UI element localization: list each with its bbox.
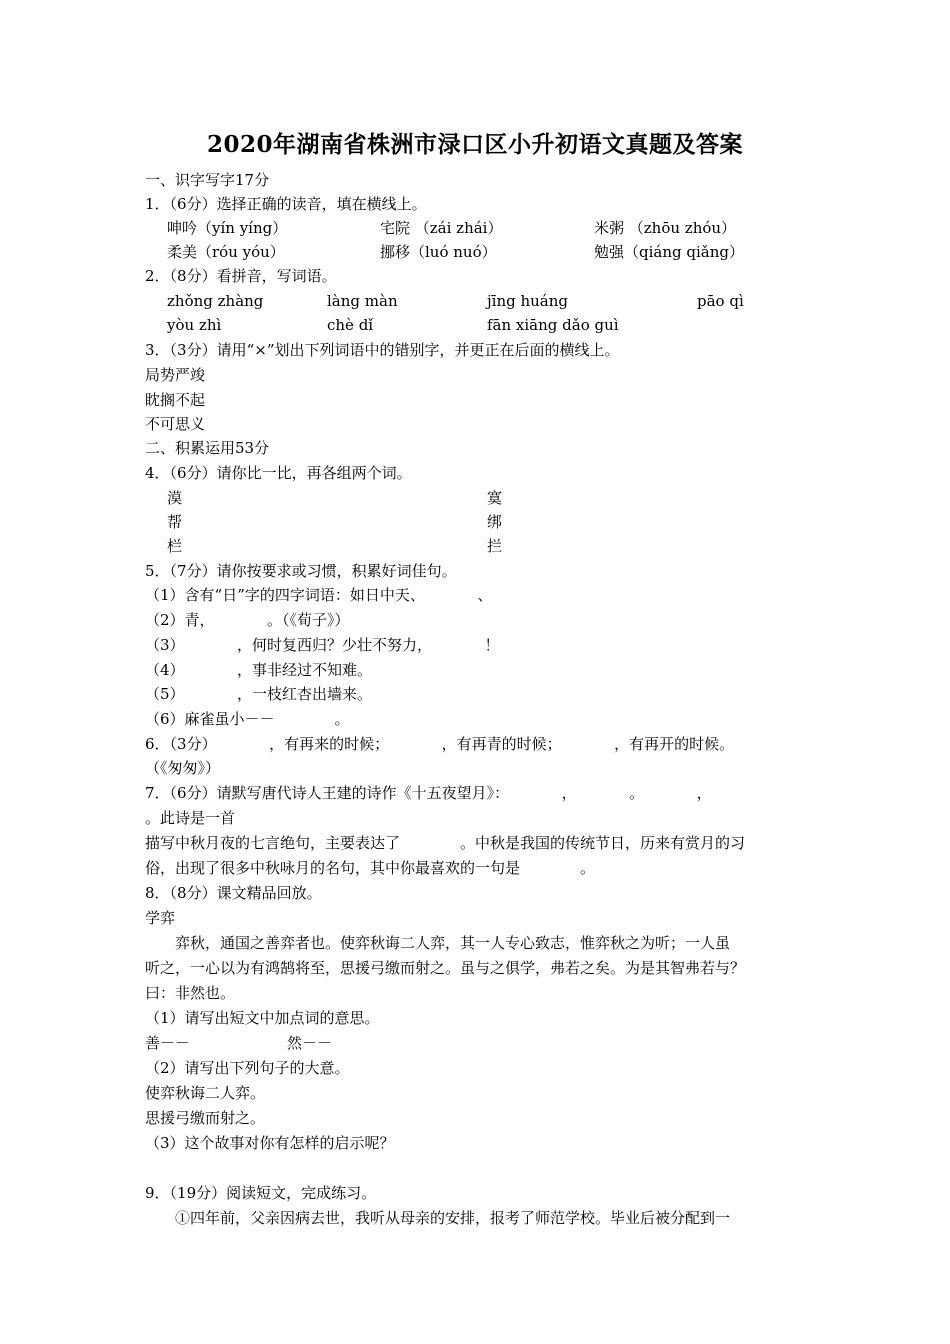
q5-line: （1）含有“日”字的四字词语：如日中天、 、 <box>145 586 493 604</box>
q4-char: 栏 <box>167 537 183 555</box>
q4-char: 漠 <box>167 489 183 507</box>
q6-line: （《匆匆》） <box>145 759 221 777</box>
q8-passage-line: 听之，一心以为有鸿鹄将至，思援弓缴而射之。虽与之俱学，弗若之矣。为是其智弗若与？ <box>145 959 746 977</box>
q1-option: 柔美（róu yóu） <box>167 243 285 261</box>
q3-stem: 3．（3分）请用“×”划出下列词语中的错别字，并更正在后面的横线上。 <box>145 341 620 359</box>
q4-char: 绑 <box>487 513 503 531</box>
q3-item: 眈搁不起 <box>145 391 206 409</box>
q3-item: 局势严竣 <box>145 366 206 384</box>
q8-word-meaning: 然－－ <box>287 1034 333 1052</box>
q7-line: 7．（6分）请默写唐代诗人王建的诗作《十五夜望月》： ， 。 ， <box>145 784 712 802</box>
q2-pinyin: chè dǐ <box>327 316 374 334</box>
q5-line: （4） ，事非经过不知难。 <box>145 661 373 679</box>
q8-passage-line: 弈秋，通国之善弈者也。使弈秋诲二人弈，其一人专心致志，惟弈秋之为听；一人虽 <box>145 934 731 952</box>
q6-line: 6．（3分） ，有再来的时候； ，有再青的时候； ，有再开的时候。 <box>145 735 735 753</box>
q2-stem: 2．（8分）看拼音，写词语。 <box>145 267 337 285</box>
q9-stem: 9．（19分）阅读短文，完成练习。 <box>145 1184 377 1202</box>
q5-stem: 5．（7分）请你按要求或习惯，积累好词佳句。 <box>145 562 457 580</box>
page-title: 2020年湖南省株洲市渌口区小升初语文真题及答案 <box>206 131 743 158</box>
q1-option: 挪移（luó nuó） <box>380 243 497 261</box>
section-1-heading: 一、识字写字17分 <box>145 171 270 189</box>
q8-stem: 8．（8分）课文精品回放。 <box>145 884 322 902</box>
q2-pinyin: pāo qì <box>697 292 744 310</box>
q8-word-meaning: 善－－ <box>145 1034 191 1052</box>
q1-option: 宅院 （zái zhái） <box>380 219 503 237</box>
q1-option: 勉强（qiáng qiǎng） <box>594 243 744 261</box>
q8-sub-question: （2）请写出下列句子的大意。 <box>145 1059 350 1077</box>
q8-sub-question: （1）请写出短文中加点词的意思。 <box>145 1009 380 1027</box>
q5-line: （2）青， 。（《荀子》） <box>145 611 350 629</box>
section-2-heading: 二、积累运用53分 <box>145 439 270 457</box>
q1-stem: 1．（6分）选择正确的读音，填在横线上。 <box>145 195 427 213</box>
q1-option: 米粥 （zhōu zhóu） <box>594 219 737 237</box>
q2-pinyin: jīng huáng <box>487 292 569 310</box>
q5-line: （5） ，一枝红杏出墙来。 <box>145 685 373 703</box>
q5-line: （3） ，何时复西归？少壮不努力， ！ <box>145 636 500 654</box>
q4-char: 寞 <box>487 489 503 507</box>
q8-sub-question: （3）这个故事对你有怎样的启示呢？ <box>145 1134 395 1152</box>
q3-item: 不可思义 <box>145 415 206 433</box>
q2-pinyin: fān xiāng dǎo guì <box>487 316 619 334</box>
q5-line: （6）麻雀虽小－－ 。 <box>145 710 350 728</box>
q7-line: 俗，出现了很多中秋咏月的名句，其中你最喜欢的一句是 。 <box>145 859 596 877</box>
q2-pinyin: yòu zhì <box>167 316 222 334</box>
q4-stem: 4．（6分）请你比一比，再各组两个词。 <box>145 464 412 482</box>
q4-char: 帮 <box>167 513 183 531</box>
q7-line: 。此诗是一首 <box>145 809 236 827</box>
q8-sentence: 使弈秋诲二人弈。 <box>145 1084 266 1102</box>
q1-option: 呻吟（yín yíng） <box>167 219 288 237</box>
q8-sentence: 思援弓缴而射之。 <box>145 1109 266 1127</box>
q8-passage-title: 学弈 <box>145 909 176 927</box>
q7-line: 描写中秋月夜的七言绝句，主要表达了 。中秋是我国的传统节日，历来有赏月的习 <box>145 834 746 852</box>
q8-passage-line: 曰：非然也。 <box>145 984 236 1002</box>
q2-pinyin: zhǒng zhàng <box>167 292 264 310</box>
q2-pinyin: làng màn <box>327 292 398 310</box>
q4-char: 拦 <box>487 537 503 555</box>
q9-paragraph: ①四年前，父亲因病去世，我听从母亲的安排，报考了师范学校。毕业后被分配到一 <box>145 1209 731 1227</box>
